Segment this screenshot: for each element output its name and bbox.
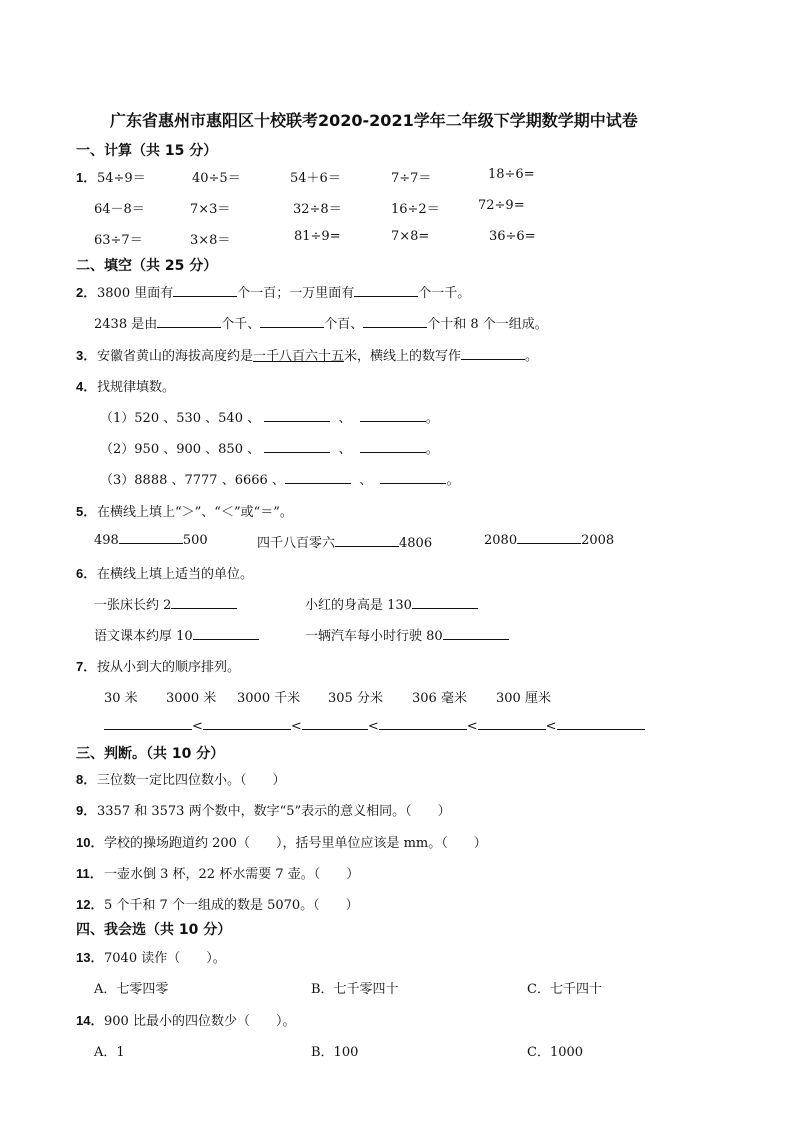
calc-item: 36÷6= bbox=[489, 229, 536, 244]
question-text: 5 个千和 7 个一组成的数是 5070。（ ） bbox=[104, 898, 359, 913]
less-than-sign: < bbox=[367, 719, 379, 734]
compare-right: 4806 bbox=[399, 536, 433, 551]
question-text-part: 个十和 8 个一组成。 bbox=[427, 317, 548, 332]
answer-blank[interactable] bbox=[203, 718, 291, 730]
pattern-sequence: （1）520 、530 、540 、 bbox=[100, 411, 261, 426]
question-text-part: 3800 里面有 bbox=[97, 286, 174, 301]
separator: 、 bbox=[338, 411, 352, 426]
section-heading-multiple-choice: 四、我会选（共 10 分） bbox=[76, 922, 232, 938]
calc-item: 40÷5＝ bbox=[192, 171, 241, 186]
section-heading-fill-in: 二、填空（共 25 分） bbox=[76, 258, 218, 274]
separator: 、 bbox=[338, 442, 352, 457]
question-text: 在横线上填上“＞”、“＜”或“＝”。 bbox=[97, 505, 293, 520]
question-text: 7040 读作（ ）。 bbox=[104, 951, 226, 966]
choice-option-a[interactable]: A．七零四零 bbox=[94, 982, 169, 997]
answer-blank[interactable] bbox=[354, 285, 418, 297]
question-text: 学校的操场跑道约 200（ ），括号里单位应该是 mm。（ ） bbox=[104, 836, 487, 851]
calc-item: 18÷6= bbox=[488, 167, 535, 182]
answer-blank[interactable] bbox=[264, 410, 330, 422]
compare-item bbox=[257, 532, 432, 551]
question-number: 10． bbox=[76, 835, 104, 850]
question-text-part: 。 bbox=[525, 349, 539, 364]
length-value: 305 分米 bbox=[328, 691, 383, 706]
unit-item bbox=[94, 594, 237, 613]
question-text-part: 个百、 bbox=[324, 317, 364, 332]
question-number: 8． bbox=[76, 772, 97, 787]
question-number: 6． bbox=[76, 566, 97, 581]
compare-item bbox=[94, 532, 208, 548]
question-text: 一壶水倒 3 杯，22 杯水需要 7 壶。（ ） bbox=[104, 867, 360, 882]
length-value: 3000 米 bbox=[166, 691, 217, 706]
less-than-sign: < bbox=[545, 719, 557, 734]
question-number: 11． bbox=[76, 866, 103, 881]
separator: 、 bbox=[359, 473, 373, 488]
underlined-number-words: 一千八百六十五 bbox=[253, 349, 345, 364]
unit-item bbox=[305, 625, 509, 644]
question-text: 三位数一定比四位数小。（ ） bbox=[97, 773, 286, 788]
question-text-part: 个千、 bbox=[221, 317, 261, 332]
answer-blank[interactable] bbox=[360, 410, 426, 422]
pattern-sequence: （3）8888 、7777 、6666 、 bbox=[100, 473, 285, 488]
calc-item: 7×8= bbox=[391, 229, 430, 244]
calc-item: 7×3＝ bbox=[190, 202, 231, 217]
calc-item: 3×8＝ bbox=[190, 233, 231, 248]
answer-blank[interactable] bbox=[157, 316, 221, 328]
pattern-item bbox=[100, 469, 459, 488]
answer-blank[interactable] bbox=[443, 628, 509, 640]
choice-option-c[interactable]: C．1000 bbox=[527, 1045, 584, 1060]
period: 。 bbox=[425, 411, 439, 426]
length-value: 3000 千米 bbox=[237, 691, 301, 706]
unit-item-text: 语文课本约厚 10 bbox=[94, 629, 193, 644]
calc-item: 7÷7＝ bbox=[391, 171, 432, 186]
period: 。 bbox=[425, 442, 439, 457]
question-text: 3357 和 3573 两个数中，数字“5”表示的意义相同。（ ） bbox=[97, 804, 451, 819]
answer-blank[interactable] bbox=[412, 597, 478, 609]
period: 。 bbox=[446, 473, 460, 488]
less-than-sign: < bbox=[290, 719, 302, 734]
compare-left: 2080 bbox=[484, 533, 518, 548]
answer-blank[interactable] bbox=[104, 718, 192, 730]
calc-item: 81÷9= bbox=[294, 229, 341, 244]
calc-item: 16÷2＝ bbox=[391, 202, 440, 217]
length-value: 30 米 bbox=[104, 691, 138, 706]
question-text: 找规律填数。 bbox=[97, 380, 176, 395]
question-number: 2． bbox=[76, 285, 97, 300]
answer-blank[interactable] bbox=[173, 285, 237, 297]
question-text: 按从小到大的顺序排列。 bbox=[97, 660, 241, 675]
question-text bbox=[97, 282, 470, 301]
answer-blank[interactable] bbox=[285, 472, 351, 484]
answer-blank[interactable] bbox=[461, 348, 525, 360]
question-text-part: 2438 是由 bbox=[94, 317, 158, 332]
question-number: 7． bbox=[76, 659, 97, 674]
pattern-sequence: （2）950 、900 、850 、 bbox=[100, 442, 261, 457]
answer-blank[interactable] bbox=[557, 718, 645, 730]
compare-left: 四千八百零六 bbox=[257, 536, 336, 551]
ordering-line bbox=[104, 718, 645, 734]
less-than-sign: < bbox=[466, 719, 478, 734]
unit-item bbox=[305, 594, 478, 613]
calc-item: 54÷9＝ bbox=[97, 171, 146, 186]
answer-blank[interactable] bbox=[380, 472, 446, 484]
question-number: 9． bbox=[76, 803, 97, 818]
answer-blank[interactable] bbox=[264, 441, 330, 453]
compare-right: 500 bbox=[182, 533, 208, 548]
question-text-part: 个一千。 bbox=[418, 286, 471, 301]
answer-blank[interactable] bbox=[119, 532, 183, 544]
answer-blank[interactable] bbox=[478, 718, 546, 730]
question-number: 1． bbox=[76, 170, 97, 185]
pattern-item bbox=[100, 407, 439, 426]
question-number: 12． bbox=[76, 897, 104, 912]
answer-blank[interactable] bbox=[335, 535, 399, 547]
choice-option-c[interactable]: C．七千四十 bbox=[527, 982, 602, 997]
compare-left: 498 bbox=[94, 533, 119, 548]
unit-item bbox=[94, 625, 259, 644]
answer-blank[interactable] bbox=[171, 597, 237, 609]
pattern-item bbox=[100, 438, 439, 457]
question-number: 5． bbox=[76, 504, 97, 519]
question-text-part: 个一百；一万里面有 bbox=[237, 286, 355, 301]
compare-right: 2008 bbox=[581, 533, 615, 548]
question-number: 13． bbox=[76, 950, 104, 965]
choice-option-b[interactable]: B．七千零四十 bbox=[311, 982, 399, 997]
answer-blank[interactable] bbox=[517, 532, 581, 544]
answer-blank[interactable] bbox=[360, 441, 426, 453]
question-text bbox=[97, 345, 538, 364]
answer-blank[interactable] bbox=[302, 718, 368, 730]
question-number: 4． bbox=[76, 379, 97, 394]
choice-option-b[interactable]: B．100 bbox=[311, 1045, 359, 1060]
compare-item bbox=[484, 532, 614, 548]
answer-blank[interactable] bbox=[193, 628, 259, 640]
question-number: 14． bbox=[76, 1013, 104, 1028]
question-text: 900 比最小的四位数少（ ）。 bbox=[104, 1014, 296, 1029]
length-value: 306 毫米 bbox=[412, 691, 467, 706]
answer-blank[interactable] bbox=[260, 316, 324, 328]
choice-option-a[interactable]: A．1 bbox=[94, 1045, 125, 1060]
answer-blank[interactable] bbox=[379, 718, 467, 730]
section-heading-calculation: 一、计算（共 15 分） bbox=[76, 143, 218, 159]
question-number: 3． bbox=[76, 348, 97, 363]
unit-item-text: 一张床长约 2 bbox=[94, 598, 172, 613]
unit-item-text: 小红的身高是 130 bbox=[305, 598, 412, 613]
question-text-part: 米，横线上的数写作 bbox=[344, 349, 462, 364]
calc-item: 63÷7＝ bbox=[94, 233, 143, 248]
question-text bbox=[94, 313, 548, 332]
section-heading-true-false: 三、判断。（共 10 分） bbox=[76, 746, 225, 762]
calc-item: 32÷8＝ bbox=[293, 202, 342, 217]
question-text-part: 安徽省黄山的海拔高度约是 bbox=[97, 349, 254, 364]
answer-blank[interactable] bbox=[363, 316, 427, 328]
less-than-sign: < bbox=[192, 719, 203, 734]
unit-item-text: 一辆汽车每小时行驶 80 bbox=[305, 629, 443, 644]
page-title: 广东省惠州市惠阳区十校联考2020-2021学年二年级下学期数学期中试卷 bbox=[110, 111, 638, 130]
length-value: 300 厘米 bbox=[496, 691, 551, 706]
question-text: 在横线上填上适当的单位。 bbox=[97, 567, 254, 582]
calc-item: 72÷9= bbox=[478, 198, 525, 213]
calc-item: 54＋6＝ bbox=[290, 171, 341, 186]
calc-item: 64－8＝ bbox=[94, 202, 145, 217]
